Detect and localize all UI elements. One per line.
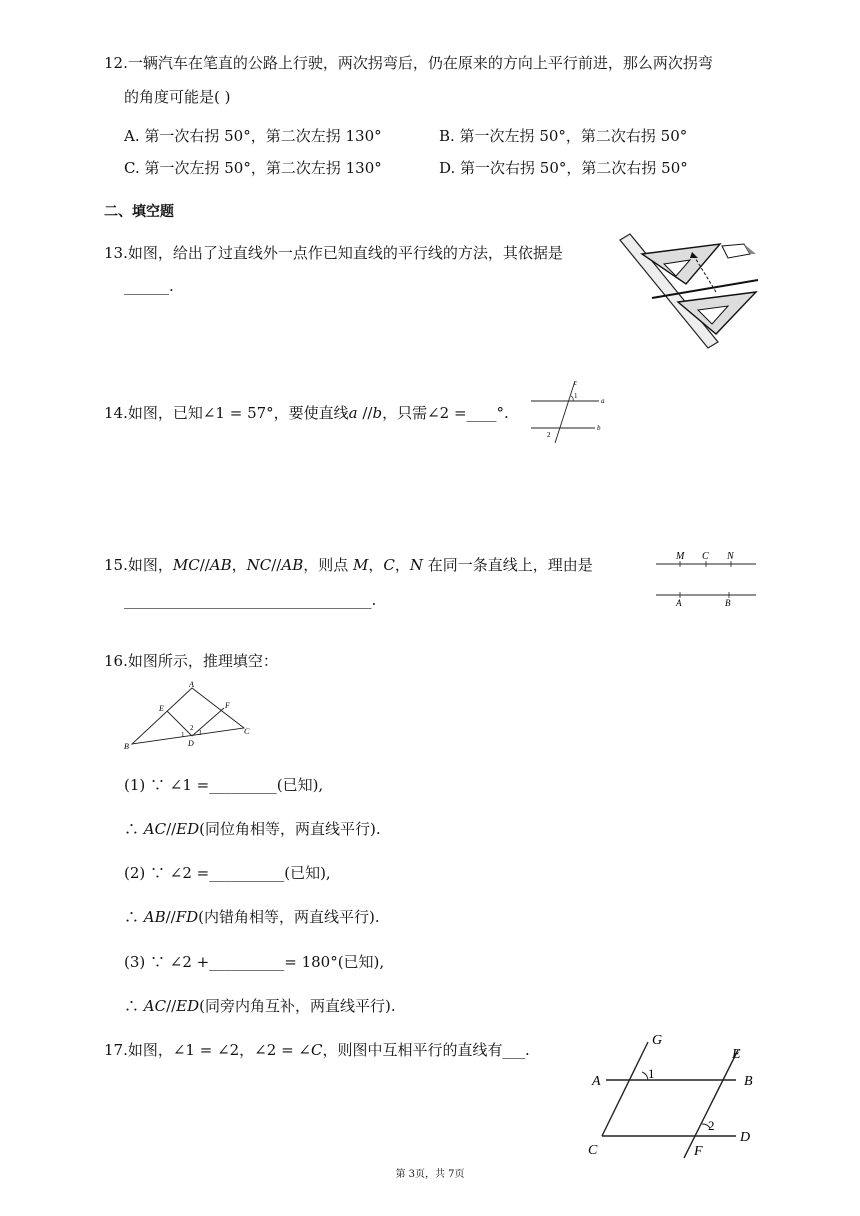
q14-label-1: 1: [574, 392, 578, 400]
q14-label-b: b: [597, 424, 601, 432]
q16-label-a: A: [189, 680, 194, 689]
q12-stem-line2: 的角度可能是( ): [124, 88, 231, 106]
q16-step1-result: ∴ 𝐴𝐶//𝐸𝐷(同位角相等，两直线平行).: [124, 820, 381, 838]
q15-stem-line2: _________________________________.: [124, 591, 377, 609]
q17-line-ef: [684, 1050, 738, 1158]
q12-option-d: D. 第一次右拐 50°，第二次右拐 50°: [439, 159, 688, 177]
q16-step2-result: ∴ 𝐴𝐵//𝐹𝐷(内错角相等，两直线平行).: [124, 908, 380, 926]
q17-label-2: 2: [708, 1118, 715, 1133]
q16-label-3: 3: [198, 729, 202, 737]
q14-figure: [527, 375, 607, 445]
q13-stem-line1: 13.如图，给出了过直线外一点作已知直线的平行线的方法，其依据是: [104, 244, 563, 262]
q16-segment-ed: [167, 711, 192, 736]
q15-figure: [652, 546, 760, 610]
q15-stem-line1: 15.如图，𝑀𝐶//𝐴𝐵，𝑁𝐶//𝐴𝐵，则点 𝑀，𝐶，𝑁 在同一条直线上，理由是: [104, 556, 593, 574]
q14-stem: 14.如图，已知∠1 = 57°，要使直线𝑎 //𝑏，只需∠2 =____°.: [104, 404, 509, 422]
q12-option-a: A. 第一次右拐 50°，第二次左拐 130°: [124, 127, 382, 145]
q17-label-a: A: [592, 1074, 601, 1089]
q16-stem: 16.如图所示，推理填空：: [104, 652, 278, 670]
q16-label-2: 2: [190, 724, 194, 732]
q17-line-gc: [602, 1042, 648, 1136]
q16-figure: [120, 678, 260, 752]
section-fill-blank-title: 二、填空题: [104, 204, 174, 220]
q16-label-b: B: [124, 742, 129, 751]
q16-step1-given: (1) ∵ ∠1 =_________(已知),: [124, 776, 324, 794]
page-footer: 第 3页，共 7页: [395, 1169, 465, 1180]
q15-label-m: M: [676, 551, 685, 562]
q13-figure-set-square: [616, 232, 762, 350]
q17-figure: [586, 1028, 766, 1162]
q17-label-1: 1: [648, 1066, 655, 1081]
q17-label-f: F: [694, 1144, 703, 1159]
q16-label-1: 1: [181, 731, 185, 739]
q17-label-b: B: [744, 1074, 753, 1089]
q17-label-e: E: [732, 1047, 741, 1062]
q14-label-2: 2: [547, 431, 551, 439]
q15-label-c: C: [702, 551, 709, 562]
q16-label-f: F: [225, 701, 230, 710]
q16-step2-given: (2) ∵ ∠2 =__________(已知),: [124, 864, 331, 882]
q16-step3-given: (3) ∵ ∠2 +__________= 180°(已知),: [124, 953, 385, 971]
q15-label-a: A: [676, 598, 682, 608]
q16-label-c: C: [244, 727, 250, 736]
q17-stem: 17.如图，∠1 = ∠2，∠2 = ∠𝐶，则图中互相平行的直线有___.: [104, 1041, 530, 1059]
q17-label-c: C: [588, 1143, 598, 1158]
q14-label-a: a: [601, 397, 605, 405]
q13-stem-line2: ______.: [124, 277, 174, 295]
q16-step3-result: ∴ 𝐴𝐶//𝐸𝐷(同旁内角互补，两直线平行).: [124, 997, 396, 1015]
q12-stem-line1: 12.一辆汽车在笔直的公路上行驶，两次拐弯后，仍在原来的方向上平行前进，那么两次拐弯: [104, 54, 713, 72]
q14-label-c: c: [574, 379, 578, 387]
q15-label-b: B: [725, 598, 731, 608]
q16-label-d: D: [188, 739, 194, 748]
q16-label-e: E: [159, 704, 164, 713]
q14-line-c: [555, 381, 575, 443]
q17-label-g: G: [652, 1033, 663, 1048]
q15-label-n: N: [727, 551, 734, 562]
q16-triangle-abc: [132, 688, 244, 744]
q12-option-b: B. 第一次左拐 50°，第二次右拐 50°: [439, 127, 688, 145]
q12-option-c: C. 第一次左拐 50°，第二次左拐 130°: [124, 159, 382, 177]
q17-label-d: D: [740, 1130, 751, 1145]
